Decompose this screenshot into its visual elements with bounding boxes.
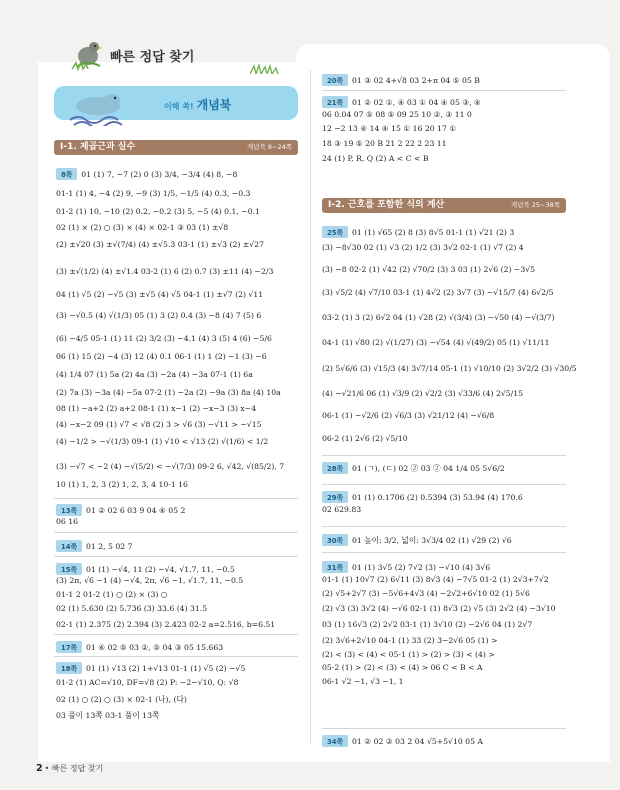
answer-line: 02 629.83 <box>322 505 362 514</box>
group-divider <box>322 552 566 553</box>
answer-line: 06 (1) 15 (2) −4 (3) 12 (4) 0.1 06-1 (1) 1 (2) −1 (3) −6 <box>56 352 267 361</box>
answer-line: (2) 7a (3) −3a (4) −5a 07-2 (1) −2a (2) −9a (3) 8a (4) 10a <box>56 388 281 397</box>
page-tag: 15쪽 <box>56 563 82 575</box>
answer-line: (4) 1/4 07 (1) 5a (2) 4a (3) −2a (4) −3a 07-1 (1) 6a <box>56 370 253 379</box>
answer-text: 01 (ㄱ), (ㄷ) 02 ② 03 ② 04 1/4 05 5√6/2 <box>352 464 505 473</box>
page-tag: 18쪽 <box>56 662 82 674</box>
section-header-1-1 <box>54 140 298 155</box>
answer-line <box>56 662 245 674</box>
answer-line <box>322 74 480 86</box>
answer-text: 01 ④ 02 ⑤ 03 ②, ⑤ 04 ③ 05 15.663 <box>86 643 224 652</box>
answer-line: (2) 3√6+2√10 04-1 (1) 33 (2) 3−2√6 05 (1) > <box>322 636 498 645</box>
answer-line: 02 (1) ○ (2) ○ (3) × 02-1 (나), (다) <box>56 695 187 704</box>
answer-line: 03 (1) 16√3 (2) 2√2 03-1 (1) 3√10 (2) −2√6 04 (1) 2√7 <box>322 620 533 629</box>
answer-line: (4) −1/2 > −√(1/3) 09-1 (1) √10 < √13 (2) √(1/6) < 1/2 <box>56 437 269 446</box>
bird-icon <box>70 36 106 72</box>
answer-line <box>322 491 523 503</box>
answer-line: (2) ±√20 (3) ±√(7/4) (4) ±√5.3 03-1 (1) ±√3 (2) ±√27 <box>56 240 264 249</box>
page-tag: 25쪽 <box>322 226 348 238</box>
page-number: 2 <box>36 763 43 774</box>
answer-line <box>56 540 133 552</box>
page-title: 빠른 정답 찾기 <box>110 50 195 65</box>
answer-line: (4) −x−2 09 (1) √7 < √8 (2) 3 > √6 (3) −√11 > −√15 <box>56 420 262 429</box>
page-tag: 14쪽 <box>56 540 82 552</box>
section-pages: 개념북 8~24쪽 <box>246 143 292 151</box>
answer-line: 01-2 (1) 10, −10 (2) 0.2, −0.2 (3) 5, −5 (4) 0.1, −0.1 <box>56 207 260 216</box>
page-tag: 21쪽 <box>322 96 348 108</box>
answer-text: 01 ② 02 ①, ④ 03 ① 04 ④ 05 ③, ④ <box>352 98 481 107</box>
section-header-1-2 <box>322 198 566 213</box>
answer-line <box>56 563 235 575</box>
answer-line: (3) −√0.5 (4) √(1/3) 05 (1) 3 (2) 0.4 (3) −8 (4) 7 (5) 6 <box>56 311 262 320</box>
page-tag: 30쪽 <box>322 534 348 546</box>
answer-line: 03-2 (1) 3 (2) 6√2 04 (1) √28 (2) √(3/4) (3) −√50 (4) −√(3/7) <box>322 313 555 322</box>
page-tag: 17쪽 <box>56 641 82 653</box>
group-divider <box>54 656 298 657</box>
page-tag: 20쪽 <box>322 74 348 86</box>
group-divider <box>54 556 298 557</box>
page-tag: 34쪽 <box>322 735 348 747</box>
banner-title <box>164 96 231 113</box>
answer-line: (2) 5√6/6 (3) √15/3 (4) 3√7/14 05-1 (1) √10/10 (2) 3√2/2 (3) √30/5 <box>322 364 577 373</box>
group-divider <box>54 532 298 533</box>
answer-line: 04-1 (1) √80 (2) √(1/27) (3) −√54 (4) √(49/2) 05 (1) √11/11 <box>322 338 550 347</box>
page-tag: 29쪽 <box>322 491 348 503</box>
answer-line: 06-2 (1) 2√6 (2) √5/10 <box>322 434 408 443</box>
answer-text: 01 (1) √65 (2) 8 (3) 8√5 01-1 (1) √21 (2) 3 <box>352 228 515 237</box>
answer-text: 01 ② 02 ② 03 2 04 √5+5√10 05 A <box>352 737 483 746</box>
answer-line: (2) < (3) < (4) < 05-1 (1) > (2) > (3) < (4) > <box>322 650 495 659</box>
answer-line: 18 ③ 19 ⑤ 20 B 21 2 22 2 23 11 <box>322 139 447 148</box>
section-title: Ⅰ-2. 근호를 포함한 식의 계산 <box>328 200 445 210</box>
footer <box>36 763 103 774</box>
answer-line: 04 (1) √5 (2) −√5 (3) ±√5 (4) √5 04-1 (1) ±√7 (2) √11 <box>56 290 264 299</box>
header <box>70 36 270 76</box>
answer-text: 01 (1) 7, −7 (2) 0 (3) 3/4, −3/4 (4) 8, −8 <box>81 170 238 179</box>
section-title: Ⅰ-1. 제곱근과 실수 <box>60 142 136 152</box>
answer-line: (3) √5/2 (4) √7/10 03-1 (1) 4√2 (2) 3√7 (3) −√15/7 (4) 6√2/5 <box>322 288 554 297</box>
group-divider <box>322 526 566 527</box>
answer-text: 01 ② 02 6 03 9 04 ④ 05 2 <box>86 506 186 515</box>
answer-line <box>56 168 237 180</box>
answer-line <box>56 641 223 653</box>
answer-line <box>56 504 185 516</box>
answer-line <box>322 561 490 573</box>
page-tag: 31쪽 <box>322 561 348 573</box>
answer-line: (2) √5+2√7 (3) −5√6+4√3 (4) −2√2+6√10 02 (1) 5√6 <box>322 589 530 598</box>
concept-book-banner <box>54 86 298 120</box>
column-divider <box>310 70 311 745</box>
answer-text: 01 (1) 0.1706 (2) 0.5394 (3) 53.94 (4) 170.6 <box>352 493 523 502</box>
answer-line <box>322 96 481 108</box>
answer-line: (3) −8√30 02 (1) √3 (2) 1/2 (3) 3√2 02-1 (1) √7 (2) 4 <box>322 243 524 252</box>
answer-line: (2) √3 (3) 3√2 (4) −√6 02-1 (1) 8√3 (2) √5 (3) 2√2 (4) −3√10 <box>322 604 556 613</box>
answer-line: 08 (1) −a+2 (2) a+2 08-1 (1) x−1 (2) −x−3 (3) x−4 <box>56 404 257 413</box>
answer-line: (6) −4/5 05-1 (1) 11 (2) 3/2 (3) −4.1 (4) 3 (5) 4 (6) −5/6 <box>56 334 272 343</box>
seal-icon <box>68 82 138 126</box>
answer-line: 24 (1) P, R, Q (2) A < C < B <box>322 154 429 163</box>
answer-line: 02 (1) 5.630 (2) 5.736 (3) 33.6 (4) 31.5 <box>56 604 208 613</box>
answer-line: 10 (1) 1, 2, 3 (2) 1, 2, 3, 4 10-1 16 <box>56 480 188 489</box>
answer-line: (3) 2π, √6 −1 (4) −√4, 2π, √6 −1, √1.7, 11, −0.5 <box>56 576 244 585</box>
answer-text: 01 ③ 02 4+√8 03 2+π 04 ⑤ 05 B <box>352 76 480 85</box>
group-divider <box>54 498 298 499</box>
answer-line: 12 −2 13 ④ 14 ④ 15 ① 16 20 17 ① <box>322 124 457 133</box>
answer-line: 05-2 (1) > (2) < (3) < (4) > 06 C < B < A <box>322 663 483 672</box>
answer-line: (3) −8 02-2 (1) √42 (2) √70/2 (3) 3 03 (1) 2√6 (2) −3√5 <box>322 265 536 274</box>
group-divider <box>322 455 566 456</box>
group-divider <box>54 634 298 635</box>
answer-text: 01 2, 5 02 7 <box>86 542 133 551</box>
answer-text: 01 높이: 3/2, 넓이: 3√3/4 02 (1) √29 (2) √6 <box>352 536 512 545</box>
answer-line <box>322 462 505 474</box>
page-tag: 8쪽 <box>56 168 77 180</box>
answer-line: (3) ±√(1/2) (4) ±√1.4 03-2 (1) 6 (2) 0.7 (3) ±11 (4) −2/3 <box>56 267 274 276</box>
answer-line: 02 (1) × (2) ○ (3) × (4) × 02-1 ③ 03 (1) ±√8 <box>56 223 229 232</box>
banner-prefix: 이해 쏙! <box>164 102 194 111</box>
answer-line: 06 16 <box>56 517 79 526</box>
answer-line <box>322 735 483 747</box>
answer-line: 01-2 (1) AC=√10, DF=√8 (2) P: −2−√10, Q: √8 <box>56 678 239 687</box>
answer-line: (3) −√7 < −2 (4) −√(5/2) < −√(7/3) 09-2 6, √42, √(85/2), 7 <box>56 462 285 471</box>
grass-decoration-icon <box>250 64 284 74</box>
answer-line <box>322 226 514 238</box>
answer-line <box>322 534 512 546</box>
footer-label: • 빠른 정답 찾기 <box>44 764 104 773</box>
answer-text: 01 (1) −√4, 11 (2) −√4, √1.7, 11, −0.5 <box>86 565 235 574</box>
answer-line: 01-1 (1) 4, −4 (2) 9, −9 (3) 1/5, −1/5 (4) 0.3, −0.3 <box>56 189 251 198</box>
banner-main-title: 개념북 <box>196 98 232 112</box>
page-tag: 28쪽 <box>322 462 348 474</box>
answer-line: 02-1 (1) 2.375 (2) 2.394 (3) 2.423 02-2 a=2.516, b=6.51 <box>56 620 276 629</box>
group-divider <box>322 90 566 91</box>
answer-line: 06-1 √2 −1, √3 −1, 1 <box>322 677 404 686</box>
section-pages: 개념북 25~38쪽 <box>510 201 560 209</box>
answer-line: 06 0.04 07 ⑤ 08 ⑤ 09 25 10 ②, ③ 11 0 <box>322 110 472 119</box>
answer-line: 01-1 2 01-2 (1) ○ (2) × (3) ○ <box>56 590 168 599</box>
answer-line: 01-1 (1) 10√7 (2) 6√11 (3) 8√3 (4) −7√5 01-2 (1) 2√3+7√2 <box>322 575 549 584</box>
answer-text: 01 (1) √13 (2) 1+√13 01-1 (1) √5 (2) −√5 <box>86 664 246 673</box>
page-tag: 13쪽 <box>56 504 82 516</box>
answer-line: (4) −√21/6 06 (1) √3/9 (2) √2/2 (3) √33/6 (4) 2√5/15 <box>322 389 524 398</box>
answer-text: 01 (1) 3√5 (2) 7√2 (3) −√10 (4) 3√6 <box>352 563 491 572</box>
answer-line: 03 풀이 13쪽 03-1 풀이 13쪽 <box>56 711 160 720</box>
group-divider <box>322 728 566 729</box>
group-divider <box>322 484 566 485</box>
answer-line: 06-1 (1) −√2/6 (2) √6/3 (3) √21/12 (4) −√6/8 <box>322 411 495 420</box>
